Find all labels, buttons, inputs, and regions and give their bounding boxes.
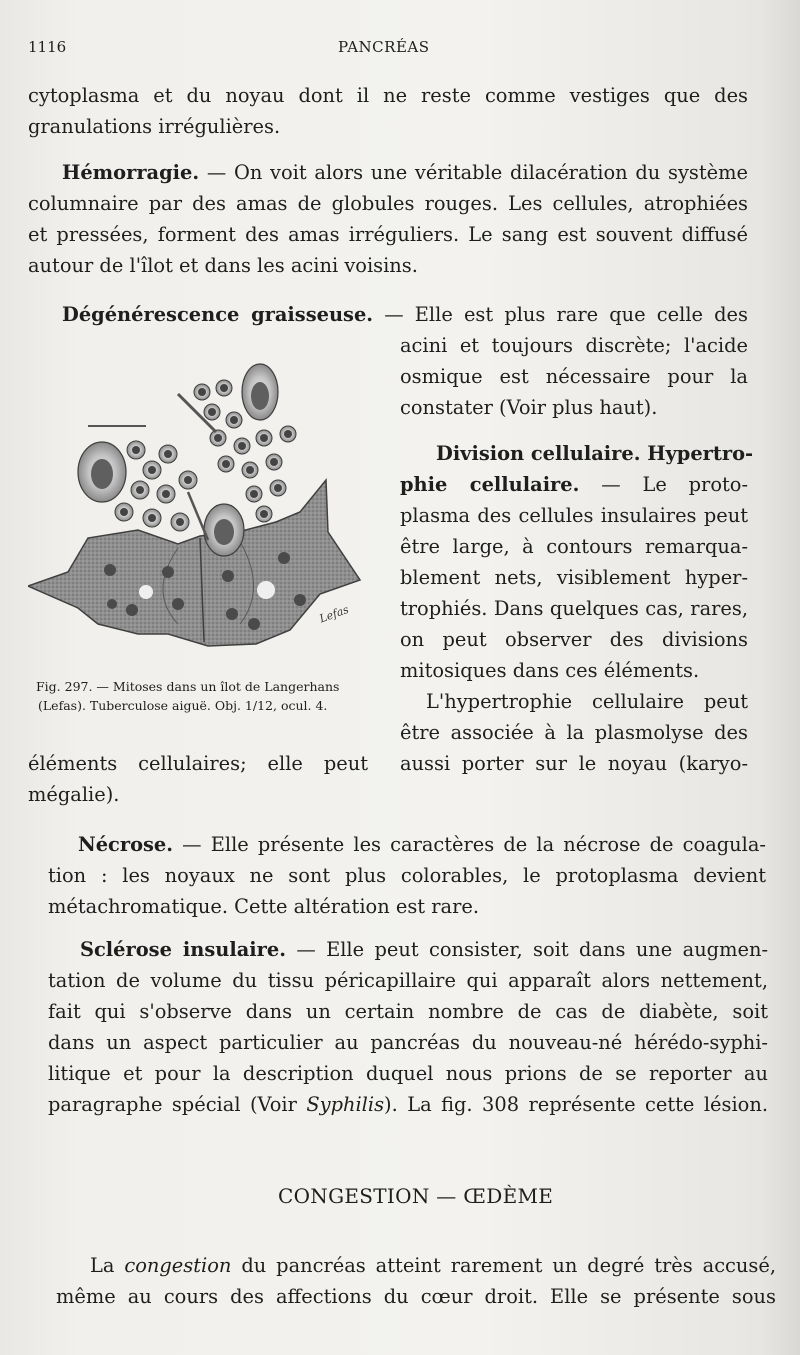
text-line: granulations irrégulières. xyxy=(28,115,281,138)
text-line: L'hypertrophie cellulaire peut xyxy=(426,690,748,713)
section-title-division: Division cellulaire. Hypertro- xyxy=(436,442,754,465)
text-line: cytoplasma et du noyau dont il ne reste comme vestiges que des xyxy=(28,84,748,107)
text-line: osmique est nécessaire pour la xyxy=(400,365,748,388)
micrograph-figure xyxy=(28,362,378,662)
text-line xyxy=(28,748,748,779)
paragraph-division-full xyxy=(28,748,748,810)
text-fragment: — On voit alors une véritable dilacération du système xyxy=(199,161,748,184)
section-title-hemorragie: Hémorragie. xyxy=(62,161,200,184)
text-line xyxy=(48,829,766,860)
page-number: 1116 xyxy=(28,38,67,56)
text-line: tion : les noyaux ne sont plus colorables, le protoplasma devient xyxy=(48,864,766,887)
paragraph-degenerescence-column xyxy=(400,330,748,423)
running-title: PANCRÉAS xyxy=(338,38,430,56)
text-line: et pressées, forment des amas irréguliers. Le sang est souvent diffusé xyxy=(28,223,748,246)
section-heading: CONGESTION — ŒDÈME xyxy=(278,1184,554,1208)
section-title-division-cont: phie cellulaire. xyxy=(400,473,580,496)
paragraph-congestion xyxy=(56,1250,776,1312)
text-line: litique et pour la description duquel nous prions de se reporter au xyxy=(48,1062,768,1085)
text-line: tation de volume du tissu péricapillaire qui apparaît alors nettement, xyxy=(48,969,768,992)
figure-signature: Lefas xyxy=(317,602,351,626)
paragraph-degenerescence-line1 xyxy=(62,299,748,330)
text-line: fait qui s'observe dans un certain nombre de cas de diabète, soit xyxy=(48,1000,768,1023)
text-line: dans un aspect particulier au pancréas du nouveau-né hérédo-syphi- xyxy=(48,1031,768,1054)
text-fragment: paragraphe spécial (Voir xyxy=(48,1093,307,1116)
text-line xyxy=(62,299,748,330)
text-line: être associée à la plasmolyse des xyxy=(400,721,748,744)
text-fragment: — Elle peut consister, soit dans une augmen- xyxy=(285,938,768,961)
paragraph-necrose xyxy=(48,829,766,922)
text-fragment: La xyxy=(90,1254,125,1277)
italic-term: congestion xyxy=(124,1254,232,1277)
text-fragment: éléments cellulaires; elle peut xyxy=(28,752,368,775)
text-line: mégalie). xyxy=(28,783,120,806)
paragraph-cytoplasma xyxy=(28,80,748,142)
section-title-degenerescence: Dégénérescence graisseuse. xyxy=(62,303,374,326)
text-line: même au cours des affections du cœur droit. Elle se présente sous xyxy=(56,1285,776,1308)
text-line: être large, à contours remarqua- xyxy=(400,535,748,558)
paragraph-hemorragie xyxy=(28,157,748,281)
text-fragment: du pancréas atteint rarement un degré très accusé, xyxy=(231,1254,776,1277)
text-line xyxy=(400,469,748,500)
text-line: constater (Voir plus haut). xyxy=(400,396,658,419)
text-line xyxy=(48,934,768,965)
text-fragment: ). La fig. 308 représente cette lésion. xyxy=(384,1093,768,1116)
caption-line: (Lefas). Tuberculose aiguë. Obj. 1/12, ocul. 4. xyxy=(38,698,328,713)
text-fragment: — Elle présente les caractères de la nécrose de coagula- xyxy=(173,833,766,856)
section-title-sclerose: Sclérose insulaire. xyxy=(80,938,286,961)
text-line: blement nets, visiblement hyper- xyxy=(400,566,748,589)
text-fragment: — Le proto- xyxy=(579,473,749,496)
text-line: autour de l'îlot et dans les acini voisins. xyxy=(28,254,418,277)
text-line: trophiés. Dans quelques cas, rares, xyxy=(400,597,748,620)
text-fragment: aussi porter sur le noyau (karyo- xyxy=(400,752,748,775)
text-line: plasma des cellules insulaires peut xyxy=(400,504,748,527)
text-line xyxy=(56,1250,776,1281)
caption-line: Fig. 297. — Mitoses dans un îlot de Langerhans xyxy=(36,679,340,694)
text-line: columnaire par des amas de globules rouges. Les cellules, atrophiées xyxy=(28,192,748,215)
text-fragment: — Elle est plus rare que celle des xyxy=(373,303,748,326)
text-line: acini et toujours discrète; l'acide xyxy=(400,334,748,357)
text-line xyxy=(48,1089,768,1120)
text-line: on peut observer des divisions xyxy=(400,628,748,651)
paragraph-division-column xyxy=(400,438,754,748)
section-title-necrose: Nécrose. xyxy=(78,833,174,856)
paragraph-sclerose xyxy=(48,934,768,1120)
text-line xyxy=(28,157,748,188)
italic-term: Syphilis xyxy=(306,1093,385,1116)
text-line: métachromatique. Cette altération est rare. xyxy=(48,895,479,918)
figure-caption xyxy=(36,677,376,715)
text-line: mitosiques dans ces éléments. xyxy=(400,659,700,682)
